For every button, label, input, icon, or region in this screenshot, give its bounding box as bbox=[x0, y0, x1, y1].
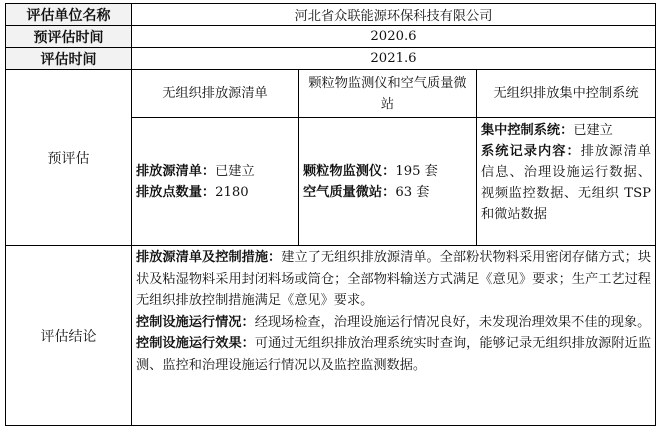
row-pre-time bbox=[6, 26, 656, 48]
pre-time-value: 2020.6 bbox=[132, 26, 656, 48]
pre-eval-label: 预评估 bbox=[6, 70, 132, 246]
particulate-monitor-line: 颗粒物监测仪：195 套 bbox=[303, 163, 438, 179]
unit-label: 评估单位名称 bbox=[6, 4, 132, 26]
assessment-table bbox=[5, 3, 656, 426]
emission-points-line: 排放点数量：2180 bbox=[136, 184, 249, 200]
row-conclusion bbox=[6, 246, 656, 426]
eval-time-value: 2021.6 bbox=[132, 48, 656, 70]
air-station-line: 空气质量微站：63 套 bbox=[303, 184, 430, 200]
header-monitor-station: 颗粒物监测仪和空气质量微站 bbox=[299, 70, 477, 118]
control-system-line: 集中控制系统：已建立 bbox=[481, 123, 613, 138]
header-control-system: 无组织排放集中控制系统 bbox=[477, 70, 656, 118]
row-eval-time bbox=[6, 48, 656, 70]
pre-time-label: 预评估时间 bbox=[6, 26, 132, 48]
emission-list-line: 排放源清单：已建立 bbox=[136, 163, 255, 179]
conclusion-item: 排放源清单及控制措施：建立了无组织排放源清单。全部粉状物料采用密闭存储方式；块状及粘湿物料采用封闭料场或筒仓；全部物料输送方式满足《意见》要求；生产工艺过程无组织排放控制措施满足《意见》要求。 bbox=[136, 250, 652, 308]
header-emission-list: 无组织排放源清单 bbox=[132, 70, 299, 118]
row-unit bbox=[6, 4, 656, 26]
monitor-station-cell bbox=[299, 118, 477, 246]
emission-list-cell bbox=[132, 118, 299, 246]
conclusion-item: 控制设施运行情况：经现场检查，治理设施运行情况良好，未发现治理效果不佳的现象。 bbox=[136, 314, 651, 330]
unit-value: 河北省众联能源环保科技有限公司 bbox=[132, 4, 656, 26]
conclusion-cell bbox=[132, 246, 656, 426]
conclusion-label: 评估结论 bbox=[6, 246, 132, 426]
row-pre-eval-headers bbox=[6, 70, 656, 118]
conclusion-item: 控制设施运行效果：可通过无组织排放治理系统实时查询，能够记录无组织排放源附近监测、监控和治理设施运行情况以及监控监测数据。 bbox=[136, 336, 652, 373]
eval-time-label: 评估时间 bbox=[6, 48, 132, 70]
system-records-line: 系统记录内容：排放源清单信息、治理设施运行数据、视频监控数据、无组织 TSP 和微站数据 bbox=[481, 144, 652, 222]
control-system-cell bbox=[477, 118, 656, 246]
